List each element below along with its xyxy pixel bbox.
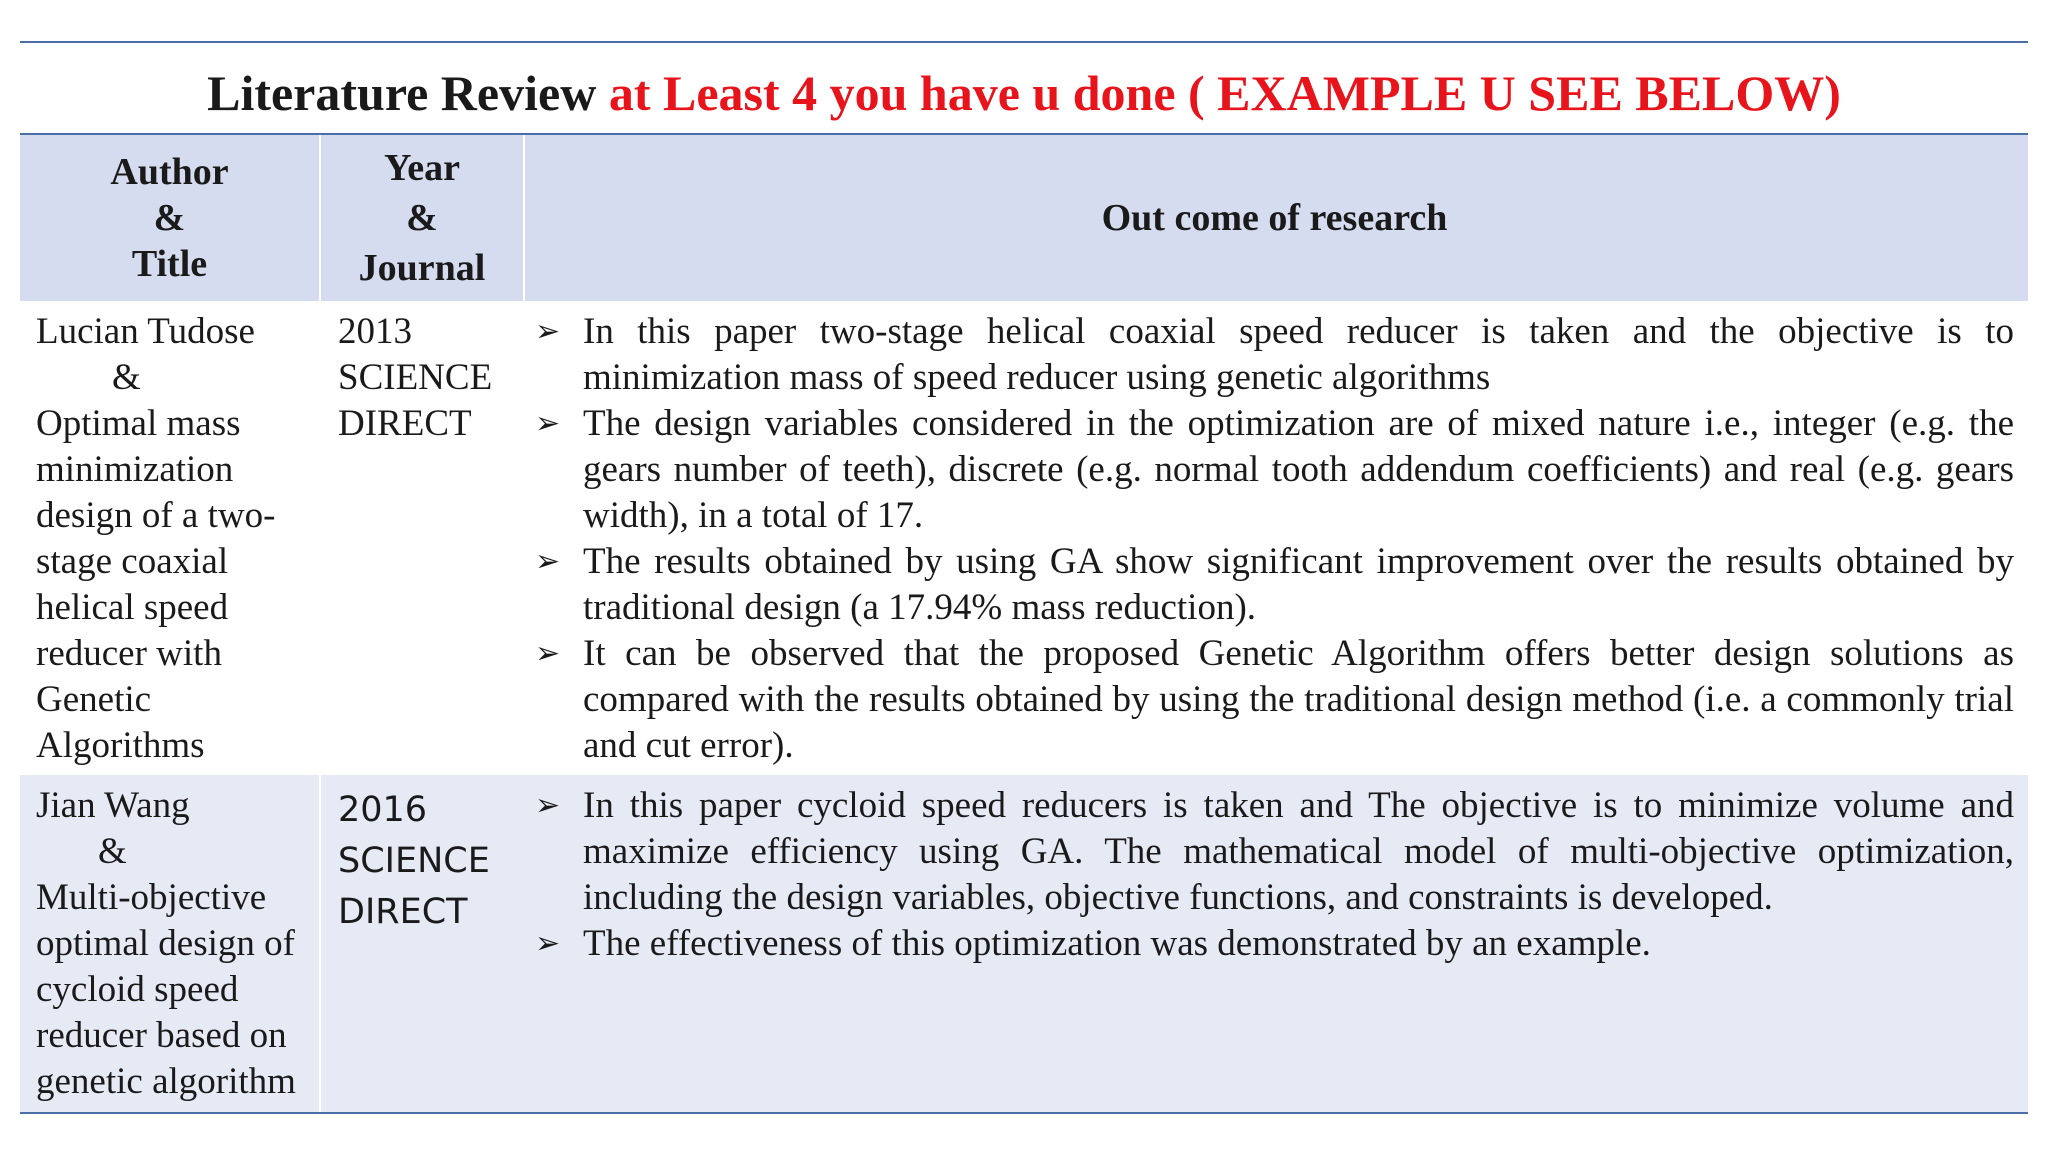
page-title — [20, 58, 2028, 128]
arrowhead-bullet-icon: ➢ — [535, 636, 561, 671]
journal-line: SCIENCE — [338, 841, 490, 881]
year: 2016 — [338, 790, 428, 830]
author-amp: & — [98, 831, 127, 872]
list-item — [535, 539, 2014, 631]
author-name: Lucian Tudose — [36, 311, 255, 352]
title-main: Literature Review — [207, 65, 609, 121]
paper-title-line: Genetic — [36, 679, 152, 720]
header-author-amp: & — [153, 197, 186, 239]
header-title-line: Title — [131, 243, 208, 285]
list-item — [535, 783, 2014, 921]
year-journal-cell — [321, 301, 525, 775]
outcome-text: In this paper cycloid speed reducers is taken and The objective is to minimize volume and maximize efficiency using GA. The mathematical model of multi-objective optimization, including the design variables, objective functions, and constraints is developed. — [583, 785, 2014, 918]
outcome-list — [535, 783, 2014, 967]
paper-title-line: genetic algorithm — [36, 1061, 296, 1102]
header-year-line: Year — [384, 147, 460, 189]
outcome-cell — [525, 775, 2028, 1112]
top-rule — [20, 41, 2028, 43]
paper-title-line: optimal design of — [36, 923, 295, 964]
arrowhead-bullet-icon: ➢ — [535, 544, 561, 579]
arrowhead-bullet-icon: ➢ — [535, 788, 561, 823]
outcome-text: The effectiveness of this optimization was demonstrated by an example. — [583, 923, 1651, 964]
arrowhead-bullet-icon: ➢ — [535, 926, 561, 961]
journal-line: DIRECT — [338, 403, 472, 444]
journal-line: DIRECT — [338, 892, 468, 932]
title-instruction: at Least 4 you have u done ( EXAMPLE U SEE BELOW) — [608, 65, 1841, 121]
header-year-amp: & — [406, 197, 438, 239]
paper-title-line: cycloid speed — [36, 969, 239, 1010]
paper-title-line: stage coaxial — [36, 541, 229, 582]
list-item — [535, 631, 2014, 769]
author-name: Jian Wang — [36, 785, 190, 826]
header-year-journal — [321, 135, 525, 301]
paper-title-line: design of a two- — [36, 495, 276, 536]
paper-title-line: reducer based on — [36, 1015, 287, 1056]
list-item — [535, 921, 2014, 967]
author-title-cell — [20, 775, 321, 1112]
journal-line: SCIENCE — [338, 357, 493, 398]
outcome-text: It can be observed that the proposed Genetic Algorithm offers better design solutions as compared with the results obtained by using the traditional design method (i.e. a commonly trial and cut error). — [583, 633, 2014, 766]
year: 2013 — [338, 311, 412, 352]
paper-title-line: reducer with — [36, 633, 222, 674]
header-author-line: Author — [110, 151, 229, 193]
year-journal-cell — [321, 775, 525, 1112]
paper-title-line: Multi-objective — [36, 877, 267, 918]
list-item — [535, 401, 2014, 539]
literature-review-table — [20, 133, 2028, 1114]
paper-title-line: minimization — [36, 449, 234, 490]
header-outcome: Out come of research — [1101, 197, 1448, 239]
paper-title-line: Optimal mass — [36, 403, 241, 444]
arrowhead-bullet-icon: ➢ — [535, 406, 561, 441]
author-amp: & — [112, 357, 141, 398]
outcome-cell — [525, 301, 2028, 775]
list-item — [535, 309, 2014, 401]
paper-title-line: helical speed — [36, 587, 229, 628]
outcome-text: In this paper two-stage helical coaxial speed reducer is taken and the objective is to minimization mass of speed reducer using genetic algorithms — [583, 311, 2014, 398]
table-row — [20, 775, 2028, 1112]
outcome-text: The results obtained by using GA show significant improvement over the results obtained by traditional design (a 17.94% mass reduction). — [583, 541, 2014, 628]
author-title-cell — [20, 301, 321, 775]
table-row — [20, 301, 2028, 775]
header-journal-line: Journal — [358, 247, 486, 289]
table-header-row — [20, 135, 2028, 301]
paper-title-line: Algorithms — [36, 725, 205, 766]
outcome-list — [535, 309, 2014, 769]
outcome-text: The design variables considered in the optimization are of mixed nature i.e., integer (e.g. the gears number of teeth), discrete (e.g. normal tooth addendum coefficients) and real (e.g. gears width), in a total of 17. — [583, 403, 2014, 536]
header-author-title — [20, 135, 321, 301]
arrowhead-bullet-icon: ➢ — [535, 314, 561, 349]
